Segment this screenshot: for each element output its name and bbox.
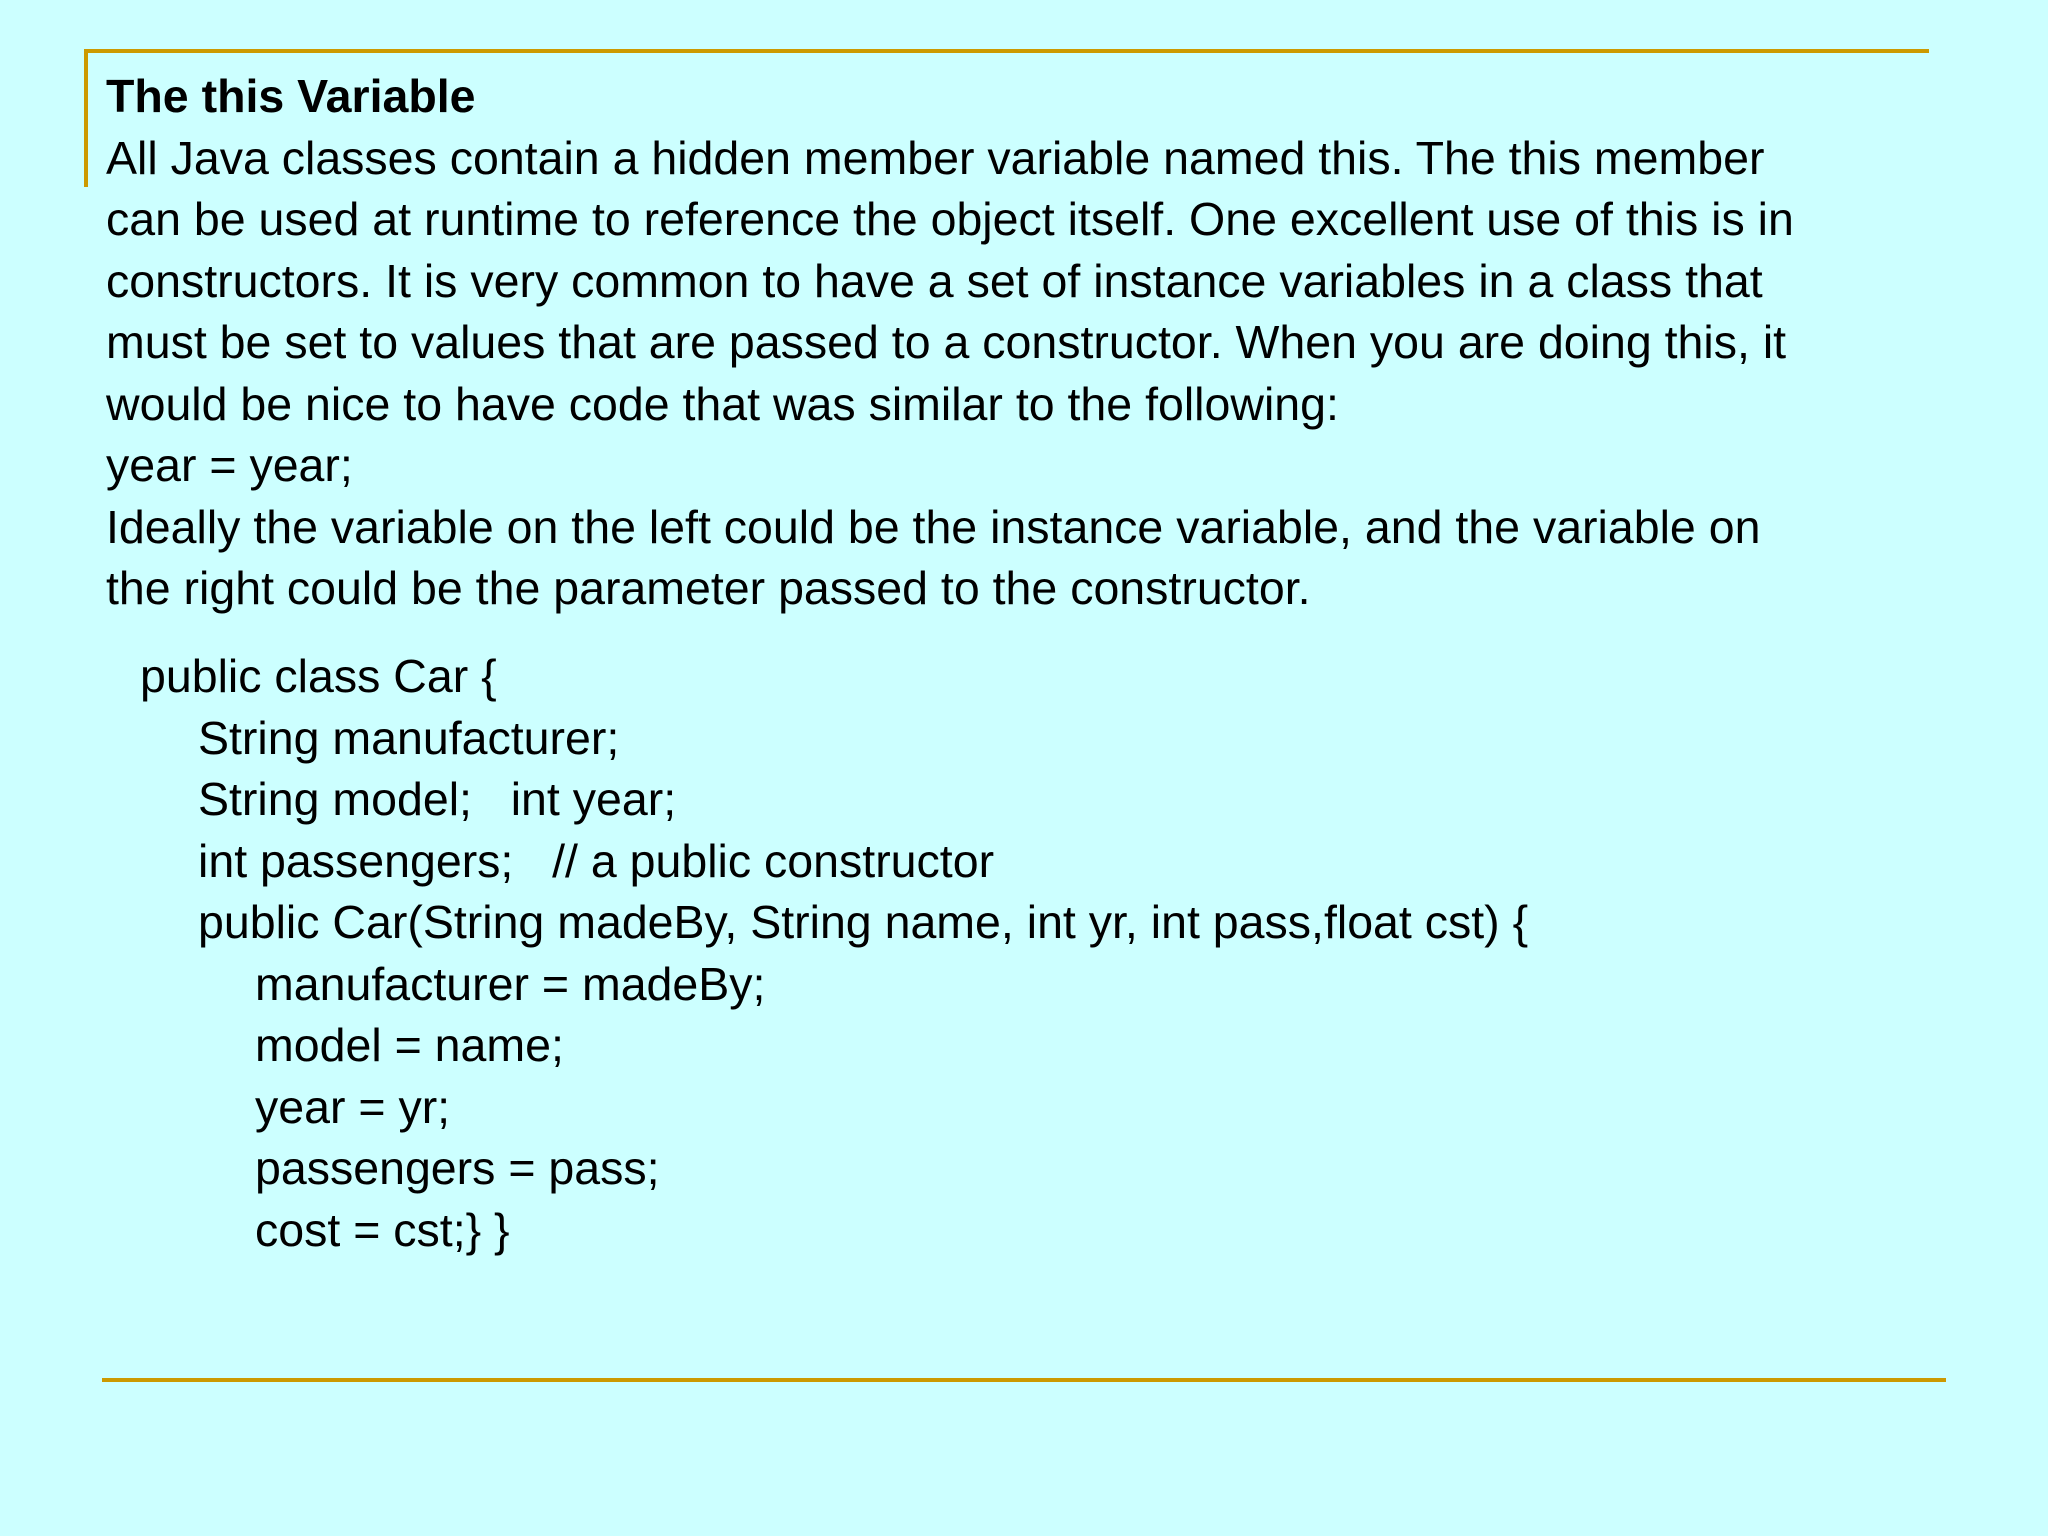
- code-line: model = name;: [255, 1019, 564, 1071]
- example-line: year = year;: [106, 439, 353, 491]
- code-line: String model; int year;: [198, 773, 677, 825]
- slide-body: [106, 66, 1986, 620]
- code-line: String manufacturer;: [198, 711, 620, 764]
- paragraph-line: can be used at runtime to reference the object itself. One excellent use of this is in: [106, 193, 1794, 245]
- followup-line: the right could be the parameter passed to the constructor.: [106, 562, 1311, 614]
- paragraph-line: All Java classes contain a hidden member variable named this. The this member: [106, 131, 1765, 184]
- code-line: year = yr;: [255, 1080, 451, 1133]
- code-line: passengers = pass;: [255, 1142, 660, 1194]
- paragraph-line: would be nice to have code that was similar to the following:: [106, 377, 1339, 430]
- code-line: manufacturer = madeBy;: [255, 957, 766, 1010]
- code-line: public class Car {: [140, 650, 497, 702]
- bottom-rule: [102, 1378, 1946, 1382]
- left-rule: [84, 49, 88, 187]
- code-line: cost = cst;} }: [255, 1203, 510, 1256]
- top-rule: [84, 49, 1929, 53]
- paragraph-line: constructors. It is very common to have a set of instance variables in a class that: [106, 254, 1763, 307]
- code-line: public Car(String madeBy, String name, int yr, int pass,float cst) {: [198, 896, 1529, 948]
- code-block: [140, 646, 1528, 1261]
- paragraph-line: must be set to values that are passed to a constructor. When you are doing this, it: [106, 316, 1787, 368]
- slide-title: The this Variable: [106, 70, 476, 122]
- followup-line: Ideally the variable on the left could be the instance variable, and the variable on: [106, 500, 1761, 553]
- code-line: int passengers; // a public constructor: [198, 834, 995, 887]
